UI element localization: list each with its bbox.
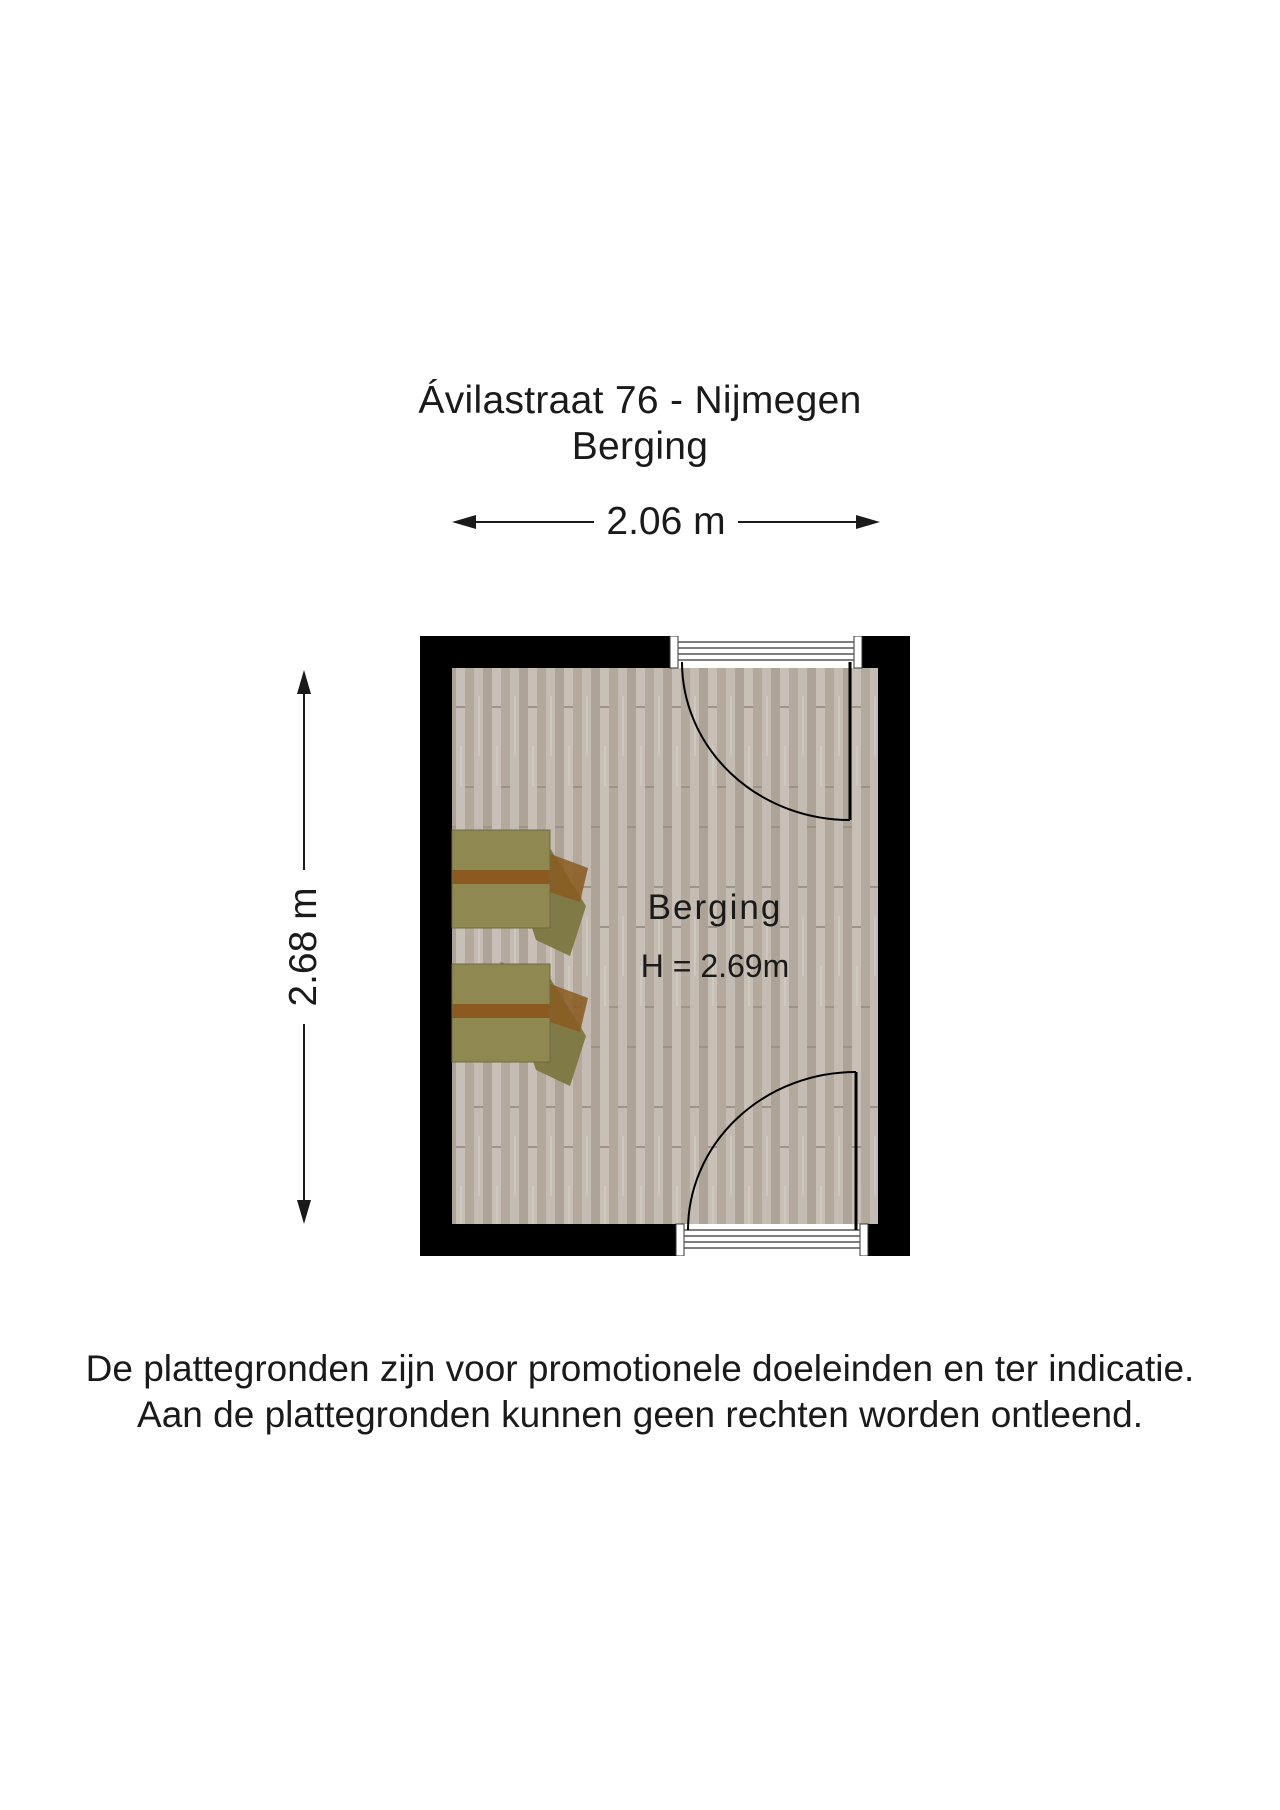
floor-plan-drawing	[420, 636, 910, 1256]
width-dimension	[452, 496, 880, 548]
room-height: H = 2.69m	[640, 948, 790, 984]
room-name: Berging	[647, 888, 783, 927]
depth-label: 2.68 m	[282, 887, 325, 1007]
width-label: 2.06 m	[606, 500, 726, 543]
address-title: Ávilastraat 76 - Nijmegen	[418, 379, 862, 422]
disclaimer-line-2: Aan de plattegronden kunnen geen rechten worden ontleend.	[137, 1394, 1143, 1435]
floor-title: Berging	[571, 425, 709, 468]
floor-surface	[452, 668, 878, 1224]
depth-dimension	[276, 670, 332, 1224]
title-block	[0, 378, 1280, 470]
disclaimer	[0, 1346, 1280, 1438]
floor-plan	[420, 636, 910, 1256]
disclaimer-line-1: De plattegronden zijn voor promotionele doeleinden en ter indicatie.	[85, 1348, 1195, 1389]
